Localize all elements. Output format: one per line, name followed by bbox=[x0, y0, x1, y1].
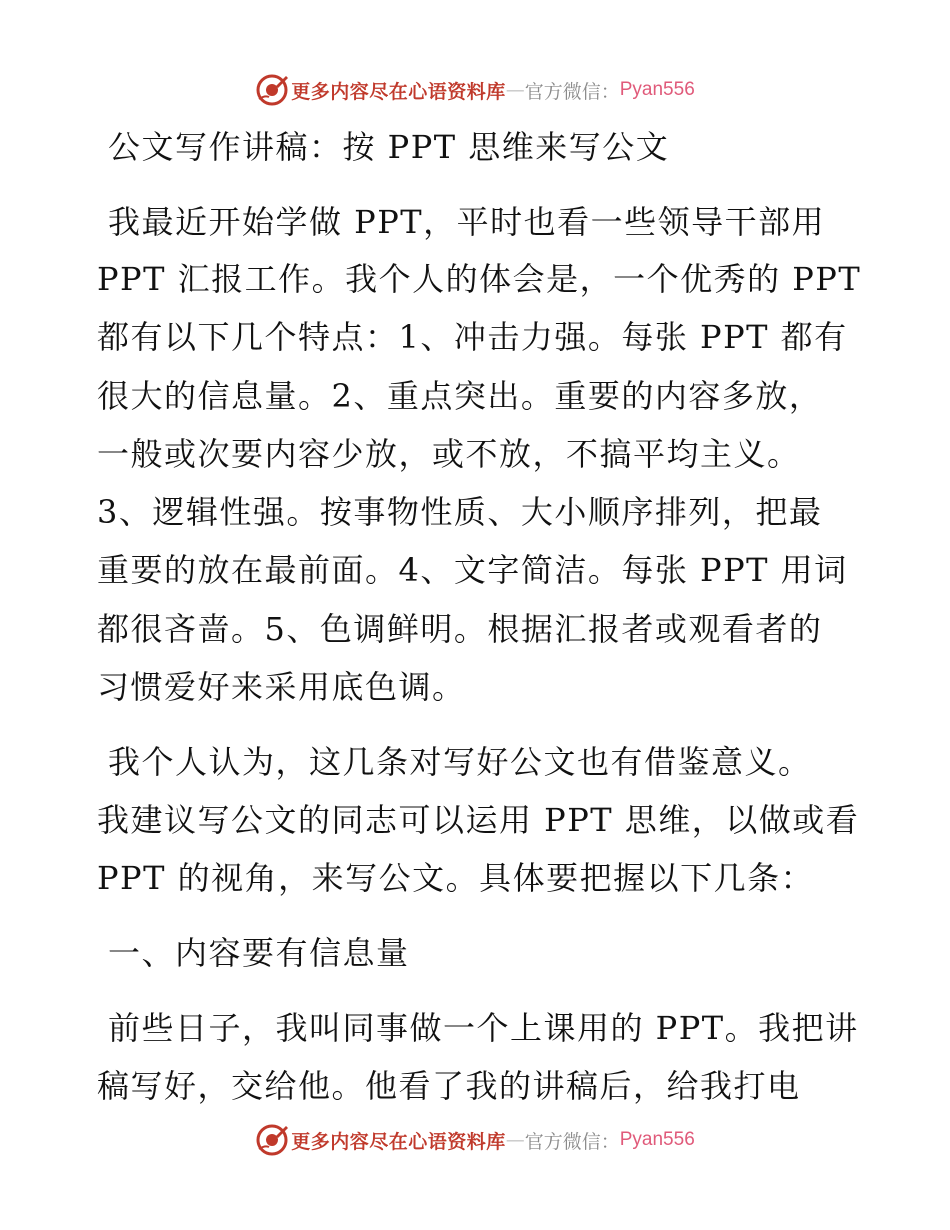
paragraph-line: 我最近开始学做 PPT，平时也看一些领导干部用 bbox=[108, 203, 826, 241]
document-title: 公文写作讲稿：按 PPT 思维来写公文 bbox=[108, 128, 670, 166]
paragraph-line: 我建议写公文的同志可以运用 PPT 思维，以做或看 bbox=[97, 801, 860, 839]
paragraph-line: 重要的放在最前面。4、文字简洁。每张 PPT 用词 bbox=[97, 551, 848, 589]
watermark-main-text: 更多内容尽在心语资料库 bbox=[291, 1130, 506, 1153]
watermark-main-text: 更多内容尽在心语资料库 bbox=[291, 80, 506, 103]
pen-logo-icon bbox=[255, 73, 289, 107]
watermark-dash: — bbox=[505, 79, 525, 101]
watermark-handle: Pyan556 bbox=[619, 1129, 695, 1150]
section-heading: 一、内容要有信息量 bbox=[108, 934, 410, 972]
watermark-dash: — bbox=[505, 1129, 525, 1151]
paragraph-line: 都很吝啬。5、色调鲜明。根据汇报者或观看者的 bbox=[97, 610, 823, 648]
paragraph-line: PPT 的视角，来写公文。具体要把握以下几条： bbox=[97, 859, 815, 897]
paragraph-line: PPT 汇报工作。我个人的体会是，一个优秀的 PPT bbox=[97, 260, 862, 298]
paragraph-line: 一般或次要内容少放，或不放，不搞平均主义。 bbox=[97, 435, 801, 473]
watermark-banner-top bbox=[0, 70, 950, 110]
paragraph-line: 很大的信息量。2、重点突出。重要的内容多放， bbox=[97, 377, 823, 415]
paragraph-line: 我个人认为，这几条对写好公文也有借鉴意义。 bbox=[108, 743, 812, 781]
paragraph-line: 稿写好，交给他。他看了我的讲稿后，给我打电 bbox=[97, 1067, 801, 1105]
watermark-sub-text: 官方微信： bbox=[524, 1130, 620, 1153]
paragraph-line: 3、逻辑性强。按事物性质、大小顺序排列，把最 bbox=[97, 493, 823, 531]
paragraph-line: 前些日子，我叫同事做一个上课用的 PPT。我把讲 bbox=[108, 1009, 859, 1047]
watermark-banner-bottom bbox=[0, 1120, 950, 1160]
paragraph-line: 习惯爱好来采用底色调。 bbox=[97, 668, 466, 706]
pen-logo-icon bbox=[255, 1123, 289, 1157]
paragraph-line: 都有以下几个特点：1、冲击力强。每张 PPT 都有 bbox=[97, 318, 848, 356]
watermark-handle: Pyan556 bbox=[619, 79, 695, 100]
watermark-sub-text: 官方微信： bbox=[524, 80, 620, 103]
